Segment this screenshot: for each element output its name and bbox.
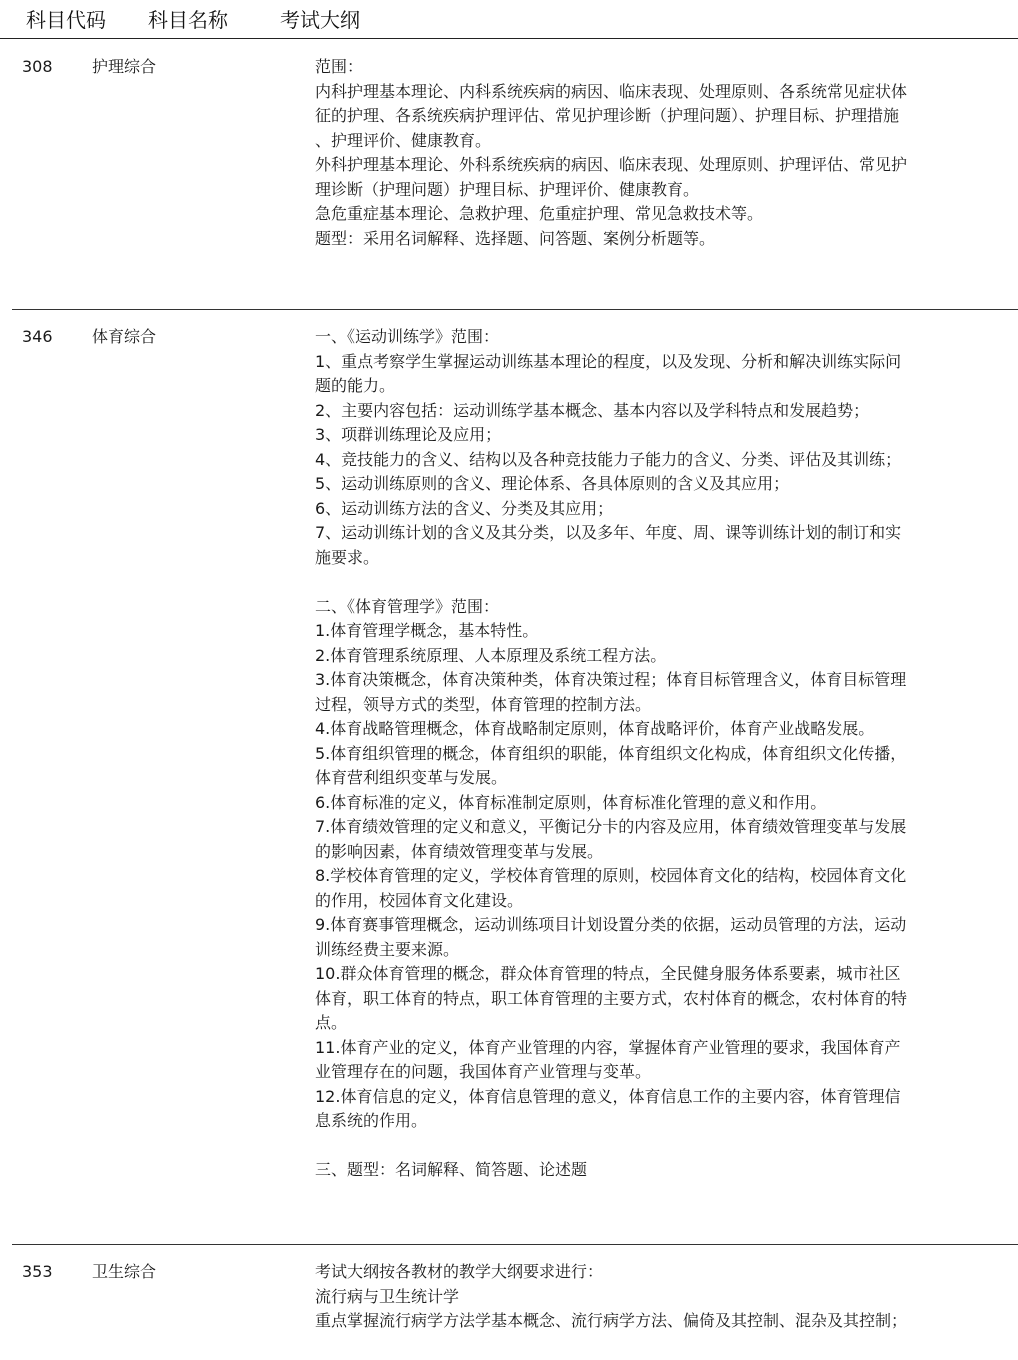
syllabus-line: 12.体育信息的定义，体育信息管理的意义，体育信息工作的主要内容，体育管理信 [315,1086,901,1106]
syllabus-line: 3.体育决策概念，体育决策种类，体育决策过程；体育目标管理含义，体育目标管理 [315,670,907,689]
header-syllabus-label: 考试大纲 [280,8,360,32]
subject-name: 体育综合 [92,327,157,346]
syllabus-line: 二、《体育管理学》范围： [315,596,500,616]
syllabus-line: 急危重症基本理论、急救护理、危重症护理、常见急救技术等。 [315,204,764,223]
syllabus-line: 理诊断（护理问题）护理目标、护理评价、健康教育。 [315,179,700,199]
syllabus-line: 1、重点考察学生掌握运动训练基本理论的程度，以及发现、分析和解决训练实际问 [315,351,902,371]
syllabus-line: 2、主要内容包括：运动训练学基本概念、基本内容以及学科特点和发展趋势； [315,400,870,420]
syllabus-line: 三、题型：名词解释、简答题、论述题 [315,1160,588,1179]
syllabus-line: 题的能力。 [315,376,396,395]
header-code-label: 科目代码 [26,8,106,32]
syllabus-line: 内科护理基本理论、内科系统疾病的病因、临床表现、处理原则、各系统常见症状体 [315,81,908,101]
header-name-label: 科目名称 [148,8,228,32]
syllabus-line: 的影响因素，体育绩效管理变革与发展。 [315,841,604,861]
syllabus-line: 流行病与卫生统计学 [315,1286,460,1306]
syllabus-line: 点。 [315,1013,348,1032]
subject-syllabus [315,1260,1005,1334]
row-divider [12,1244,1018,1245]
syllabus-line: 、护理评价、健康教育。 [315,130,492,150]
syllabus-line: 6.体育标准的定义，体育标准制定原则，体育标准化管理的意义和作用。 [315,792,827,812]
syllabus-line: 5、运动训练原则的含义、理论体系、各具体原则的含义及其应用； [315,474,790,493]
syllabus-line: 5.体育组织管理的概念，体育组织的职能，体育组织文化构成，体育组织文化传播， [315,743,907,763]
blank-line [315,570,1005,595]
subject-code: 353 [22,1262,53,1281]
syllabus-line: 7、运动训练计划的含义及其分类，以及多年、年度、周、课等训练计划的制订和实 [315,523,902,542]
syllabus-line: 征的护理、各系统疾病护理评估、常见护理诊断（护理问题）、护理目标、护理措施 [315,106,900,125]
syllabus-line: 范围： [315,57,364,76]
syllabus-line: 10.群众体育管理的概念，群众体育管理的特点，全民健身服务体系要素，城市社区 [315,964,901,983]
syllabus-line: 外科护理基本理论、外科系统疾病的病因、临床表现、处理原则、护理评估、常见护 [315,155,908,174]
syllabus-line: 题型：采用名词解释、选择题、问答题、案例分析题等。 [315,228,716,248]
syllabus-line: 的作用，校园体育文化建设。 [315,890,524,910]
subject-code: 308 [22,57,53,76]
syllabus-line: 6、运动训练方法的含义、分类及其应用； [315,498,614,518]
syllabus-line: 一、《运动训练学》范围： [315,327,500,346]
syllabus-line: 3、项群训练理论及应用； [315,425,502,444]
subject-code: 346 [22,327,53,346]
syllabus-line: 8.学校体育管理的定义，学校体育管理的原则，校园体育文化的结构，校园体育文化 [315,866,907,885]
syllabus-line: 业管理存在的问题，我国体育产业管理与变革。 [315,1062,652,1081]
syllabus-line: 1.体育管理学概念，基本特性。 [315,621,539,640]
syllabus-line: 重点掌握流行病学方法学基本概念、流行病学方法、偏倚及其控制、混杂及其控制； [315,1311,908,1330]
syllabus-line: 息系统的作用。 [315,1111,428,1130]
syllabus-line: 11.体育产业的定义，体育产业管理的内容，掌握体育产业管理的要求，我国体育产 [315,1037,901,1057]
syllabus-line: 4.体育战略管理概念，体育战略制定原则，体育战略评价，体育产业战略发展。 [315,719,875,738]
syllabus-line: 7.体育绩效管理的定义和意义，平衡记分卡的内容及应用，体育绩效管理变革与发展 [315,817,907,836]
row-divider [12,309,1018,310]
syllabus-line: 9.体育赛事管理概念，运动训练项目计划设置分类的依据，运动员管理的方法，运动 [315,915,907,934]
syllabus-line: 考试大纲按各教材的教学大纲要求进行： [315,1262,604,1281]
blank-line [315,1134,1005,1159]
subject-syllabus [315,325,1005,1183]
syllabus-line: 体育营利组织变革与发展。 [315,768,508,787]
subject-name: 护理综合 [92,57,157,76]
syllabus-line: 施要求。 [315,547,380,567]
table-header [0,0,1018,39]
syllabus-line: 过程，领导方式的类型，体育管理的控制方法。 [315,694,652,714]
syllabus-line: 体育，职工体育的特点，职工体育管理的主要方式，农村体育的概念，农村体育的特 [315,988,908,1008]
subject-name: 卫生综合 [92,1262,157,1281]
syllabus-line: 4、竞技能力的含义、结构以及各种竞技能力子能力的含义、分类、评估及其训练； [315,449,902,469]
syllabus-line: 2.体育管理系统原理、人本原理及系统工程方法。 [315,645,667,665]
subject-syllabus [315,55,1005,251]
syllabus-line: 训练经费主要来源。 [315,939,460,959]
